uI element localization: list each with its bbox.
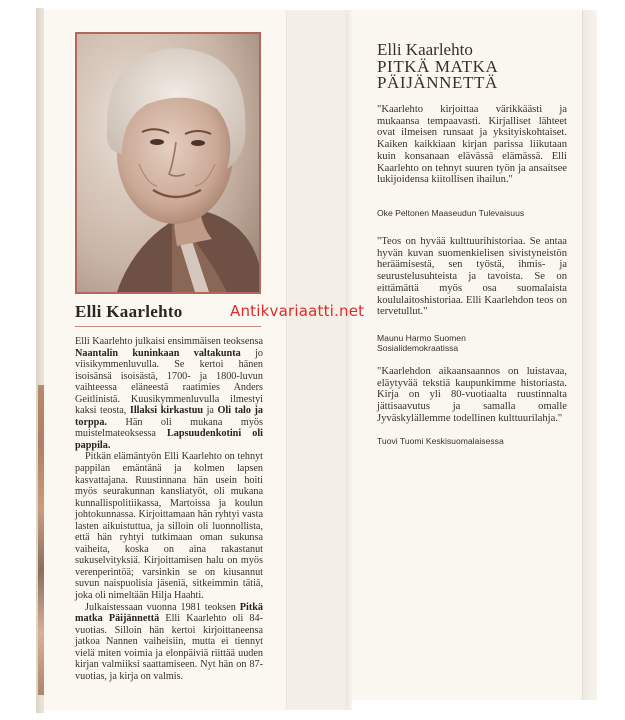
bio-text: Hän oli mukana myös muistelmateoksessa	[75, 416, 263, 440]
heading-rule	[75, 326, 261, 327]
review-source-3: Tuovi Tuomi Keskisuomalaisessa	[377, 436, 504, 446]
bio-book-title: Oli talo ja torppa.	[75, 405, 263, 428]
bio-text: Pitkän elämäntyön Elli Kaarlehto on tehnyt pappilan emäntänä ja kolmen lapsen kasvattajana. Ruustinnana hän usein hoiti myös seurakunnan kansliatyöt, oli mukana kunnallispolitiikassa, Martoissa ja koulun johtokunnassa. Kirjoittamaan hän ryhtyi vasta lasten aikuistuttua, ja silloin oli luonnollista, että hän ryhtyi tutkimaan oman sukunsa vaiheita, koska on aina rakastanut sukuselvityksiä. Kirjoittamisen halu on myös verenperintöä; varsinkin se on kiusannut suvun naispuolisia jäseniä, sitkeimmin tätiä, joka oli nimeltään Hilja Haahti.	[75, 451, 263, 602]
author-portrait	[75, 32, 261, 294]
bio-text: ja	[203, 405, 218, 417]
review-source-2: Maunu Harmo Suomen Sosialidemokraatissa	[377, 333, 466, 353]
front-flap-edge	[582, 10, 597, 700]
bio-paragraph	[75, 602, 263, 683]
bio-book-title: Naantalin kuninkaan valtakunta	[75, 347, 241, 359]
review-quote-3: "Kaarlehdon aikaansaannos on luistavaa, eläytyvää tekstiä kaupunkimme historiasta. Kirja on yli 80-vuotiaalta ruustinnalta jättisaavutus ja samalla omalle Jyväskylällemme todellinen kulttuurilahja."	[377, 366, 567, 424]
author-portrait-image	[77, 34, 259, 292]
review-source-1: Oke Peltonen Maaseudun Tulevaisuus	[377, 208, 525, 218]
bio-text: Elli Kaarlehto julkaisi ensimmäisen teoksensa	[75, 336, 263, 347]
bio-book-title: Lapsuudenkotini oli pappila.	[75, 428, 264, 451]
bio-book-title: Illaksi kirkastuu	[129, 405, 204, 417]
bio-text: Julkaistessaan vuonna 1981 teoksen	[85, 601, 240, 613]
author-biography	[75, 336, 263, 682]
review-quote-2: "Teos on hyvää kulttuurihistoriaa. Se antaa hyvän kuvan suomenkielisen sivistyneistön heräämisestä, sen työstä, ihmis- ja seurustelusuhteista ja tavoista. Se on eittämättä myös osa suomalaista koululaitoshistoriaa. Elli Kaarlehdon teos on tervetullut."	[377, 236, 567, 318]
book-author: Elli Kaarlehto	[377, 40, 473, 59]
review-quote-1: "Kaarlehto kirjoittaa värikkäästi ja mukaansa tempaavasti. Kirjalliset lähteet ovat ilmeisen runsaat ja yksityiskohtaiset. Kaiken kaikkiaan kirjan parissa liikutaan kuin konsanaan elävässä elämässä. Elli Kaarlehto on tehnyt suuren työn ja ansaitsee lukijoidensa kiitollisen ihailun."	[377, 104, 567, 186]
bio-paragraph	[75, 336, 263, 451]
bio-text: jo viisikymmenluvulla. Se kertoi hänen isoisänsä isoisästä, 1700- ja 1800-luvun vaihteessa eläneestä raatimies Anders Geitlinistä. Kuusikymmenluvulla ilmestyi kaksi teosta,	[75, 347, 263, 417]
book-title: PITKÄ MATKA PÄIJÄNNETTÄ	[377, 57, 498, 92]
bio-book-title: Pitkä matka Päijännettä	[75, 601, 263, 625]
spine-fold	[286, 10, 348, 710]
bio-paragraph	[75, 451, 263, 601]
author-name-heading: Elli Kaarlehto	[75, 302, 183, 321]
watermark: Antikvariaatti.net	[230, 302, 365, 320]
bio-text: Elli Kaarlehto oli 84-vuotias. Silloin hän kertoi kirjoittaneensa jatkoa Nannen vaiheisiin, mutta ei tiennyt vielä miten voimia ja elonpäiviä riittää uuden kirjan valmiiksi saattamiseen. Nyt hän on 87-vuotias, ja kirja on valmis.	[75, 613, 263, 682]
